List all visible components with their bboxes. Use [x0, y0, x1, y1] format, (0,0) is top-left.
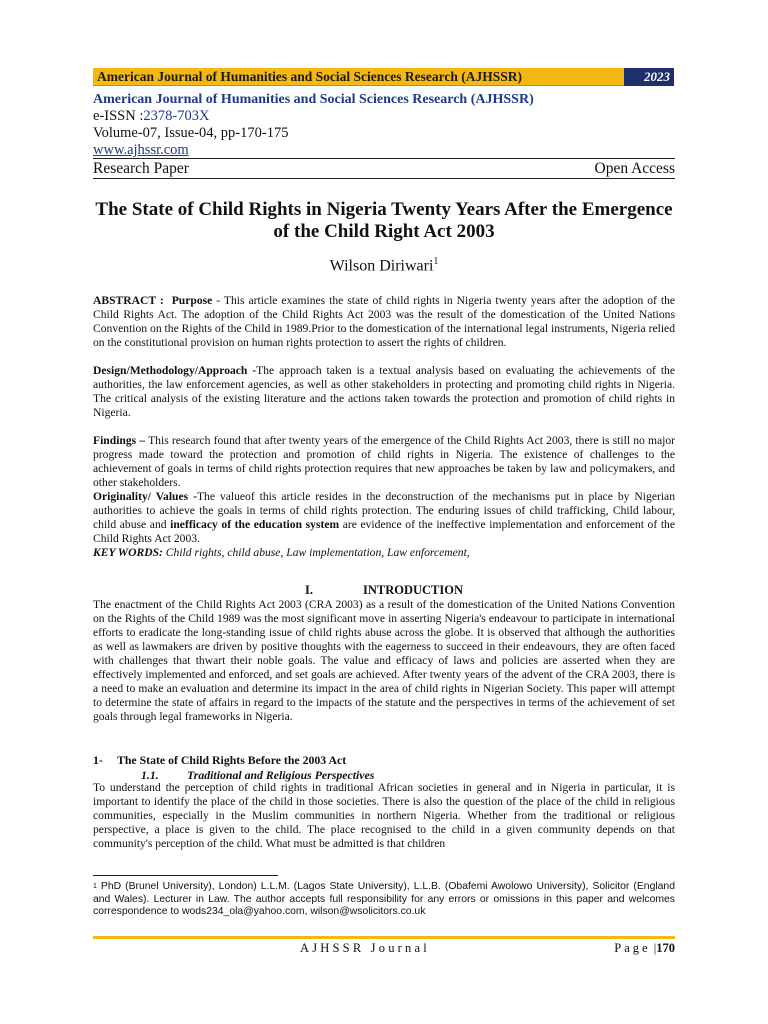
design-text: The approach taken is a textual analysis based on evaluating the achievements of the authorities, the law enforcement agencies, as well as other stakeholders in protecting and promoting child rights in Nigeria. The critical analysis of the existing literature and the actions taken towards the protection and promotion of child rights in Nigeria. — [93, 364, 675, 419]
originality-text-b: are evidence of the ineffective implementation and enforcement of the Child Rights Act 2003. — [93, 518, 675, 545]
journal-header-band — [93, 68, 674, 86]
introduction-paragraph: The enactment of the Child Rights Act 2003 (CRA 2003) as a result of the domestication of the United Nations Convention on the Rights of the Child 1989 was the most significant move in asserting Nigeria's endeavour to participate in international efforts to eradicate the long-standing issue of child rights abuse across the globe. It is observed that although the authorities as well as lawmakers are driven by positive thoughts with the eagerness to succeed in their endeavours, they are often faced with challenges that thwart their noble goals. The value and efficacy of laws and policies are asserted when they are effectively implemented and enforced, and set goals are achieved. After twenty years of the advent of the CRA 2003, there is a need to make an evaluation and determine its impact in the area of child rights in Nigerian Society. This paper will attempt to determine the state of affairs in regard to the impacts of the statute and the perspectives in terms of the achievement of set goals through legal frameworks in Nigeria. — [93, 598, 675, 723]
access-type: Open Access — [594, 160, 675, 177]
section1-number: 1- — [93, 753, 103, 767]
section1-heading — [93, 753, 346, 768]
subsection-number: 1.1. — [141, 768, 159, 782]
paper-title: The State of Child Rights in Nigeria Twenty Years After the Emergence of the Child Right Act 2003 — [95, 199, 673, 242]
purpose-label: Purpose — [171, 294, 213, 307]
meta-issn — [93, 108, 683, 125]
footnote-mark: 1 — [93, 883, 97, 890]
section-number: I. — [304, 583, 313, 597]
footnote-text: PhD (Brunel University), London) L.L.M. (Lagos State University), L.L.B. (Obafemi Awolowo University), Solicitor (England and Wales). Lecturer in Law. The author accepts full responsibility for any errors or omissions in this paper and welcomes correspondence to wods234_ola@yahoo.com, wilson@wsolicitors.co.uk — [93, 881, 675, 917]
findings-label: Findings – — [93, 434, 146, 447]
findings-text: This research found that after twenty years of the emergence of the Child Rights Act 2003, there is still no major progress made toward the protection and promotion of child rights in Nigeria. The existence of challenges to the achievement of goals in terms of child rights protection requires that new approaches be taken by law and policymakers, and other stakeholders. — [93, 434, 676, 489]
footnote — [93, 881, 675, 919]
footer-page — [614, 941, 675, 956]
page-label: Page — [614, 941, 651, 955]
section1-title: The State of Child Rights Before the 2003 Act — [117, 753, 347, 767]
originality-bold: inefficacy of the education system — [170, 518, 340, 531]
journal-url-link[interactable]: www.ajhssr.com — [93, 142, 189, 158]
footnote-divider — [93, 875, 278, 876]
author-footnote-mark: 1 — [433, 256, 439, 267]
issn-value: 2378-703X — [143, 108, 210, 124]
subsection-title: Traditional and Religious Perspectives — [187, 768, 375, 782]
abstract-purpose — [93, 294, 675, 350]
meta-volume: Volume-07, Issue-04, pp-170-175 — [93, 125, 289, 141]
author — [93, 256, 675, 275]
author-name: Wilson Diriwari — [329, 257, 434, 275]
keywords — [93, 546, 675, 560]
keywords-label: KEY WORDS: — [93, 546, 163, 559]
page-separator: | — [653, 941, 657, 955]
abstract-design — [93, 364, 675, 420]
footer-journal: AJHSSR Journal — [300, 941, 430, 955]
header-journal-title: American Journal of Humanities and Social Sciences Research (AJHSSR) — [97, 69, 522, 84]
article-type: Research Paper — [93, 160, 189, 177]
page-number: 170 — [656, 941, 675, 955]
originality-text-a: The valueof this article resides in the deconstruction of the mechanisms put in place by Nigerian authorities to achieve the goals in terms of child rights protection. The enduring issues of child trafficking, Child labour, child abuse and — [93, 490, 675, 531]
abstract-label: ABSTRACT : — [93, 294, 164, 307]
publication-meta — [93, 91, 683, 159]
originality-label: Originality/ Values - — [93, 490, 197, 503]
keywords-text: Child rights, child abuse, Law implementation, Law enforcement, — [162, 546, 470, 559]
introduction-heading — [93, 583, 675, 598]
issn-label: e-ISSN : — [93, 108, 144, 124]
abstract-originality — [93, 490, 675, 546]
article-type-row — [93, 158, 675, 179]
meta-journal-name: American Journal of Humanities and Social Sciences Research (AJHSSR) — [93, 92, 534, 107]
purpose-text: - This article examines the state of child rights in Nigeria twenty years after the adoption of the Child Rights Act. The adoption of the Child Rights Act 2003 was the result of the domestication of the United Nations Convention on the Rights of the Child in 1989.Prior to the domestication of the international legal instruments, Nigeria relied on the constitutional provision on human rights protection to assert the rights of children. — [93, 294, 676, 349]
footer-rule — [93, 936, 675, 939]
section-title: INTRODUCTION — [362, 583, 463, 597]
section1-paragraph: To understand the perception of child rights in traditional African societies in general and in Nigeria in particular, it is important to identify the place of the child in those societies. There is also the question of the place of the child in religious communities, especially in the Muslim communities in northern Nigeria. Whether from the traditional or religious perspective, a place is given to the child. The place recognised to the child in a given community depends on that community's perception of the child. What must be admitted is that children — [93, 781, 675, 850]
abstract-findings — [93, 434, 675, 490]
design-label: Design/Methodology/Approach - — [93, 364, 257, 377]
header-year: 2023 — [624, 68, 674, 86]
